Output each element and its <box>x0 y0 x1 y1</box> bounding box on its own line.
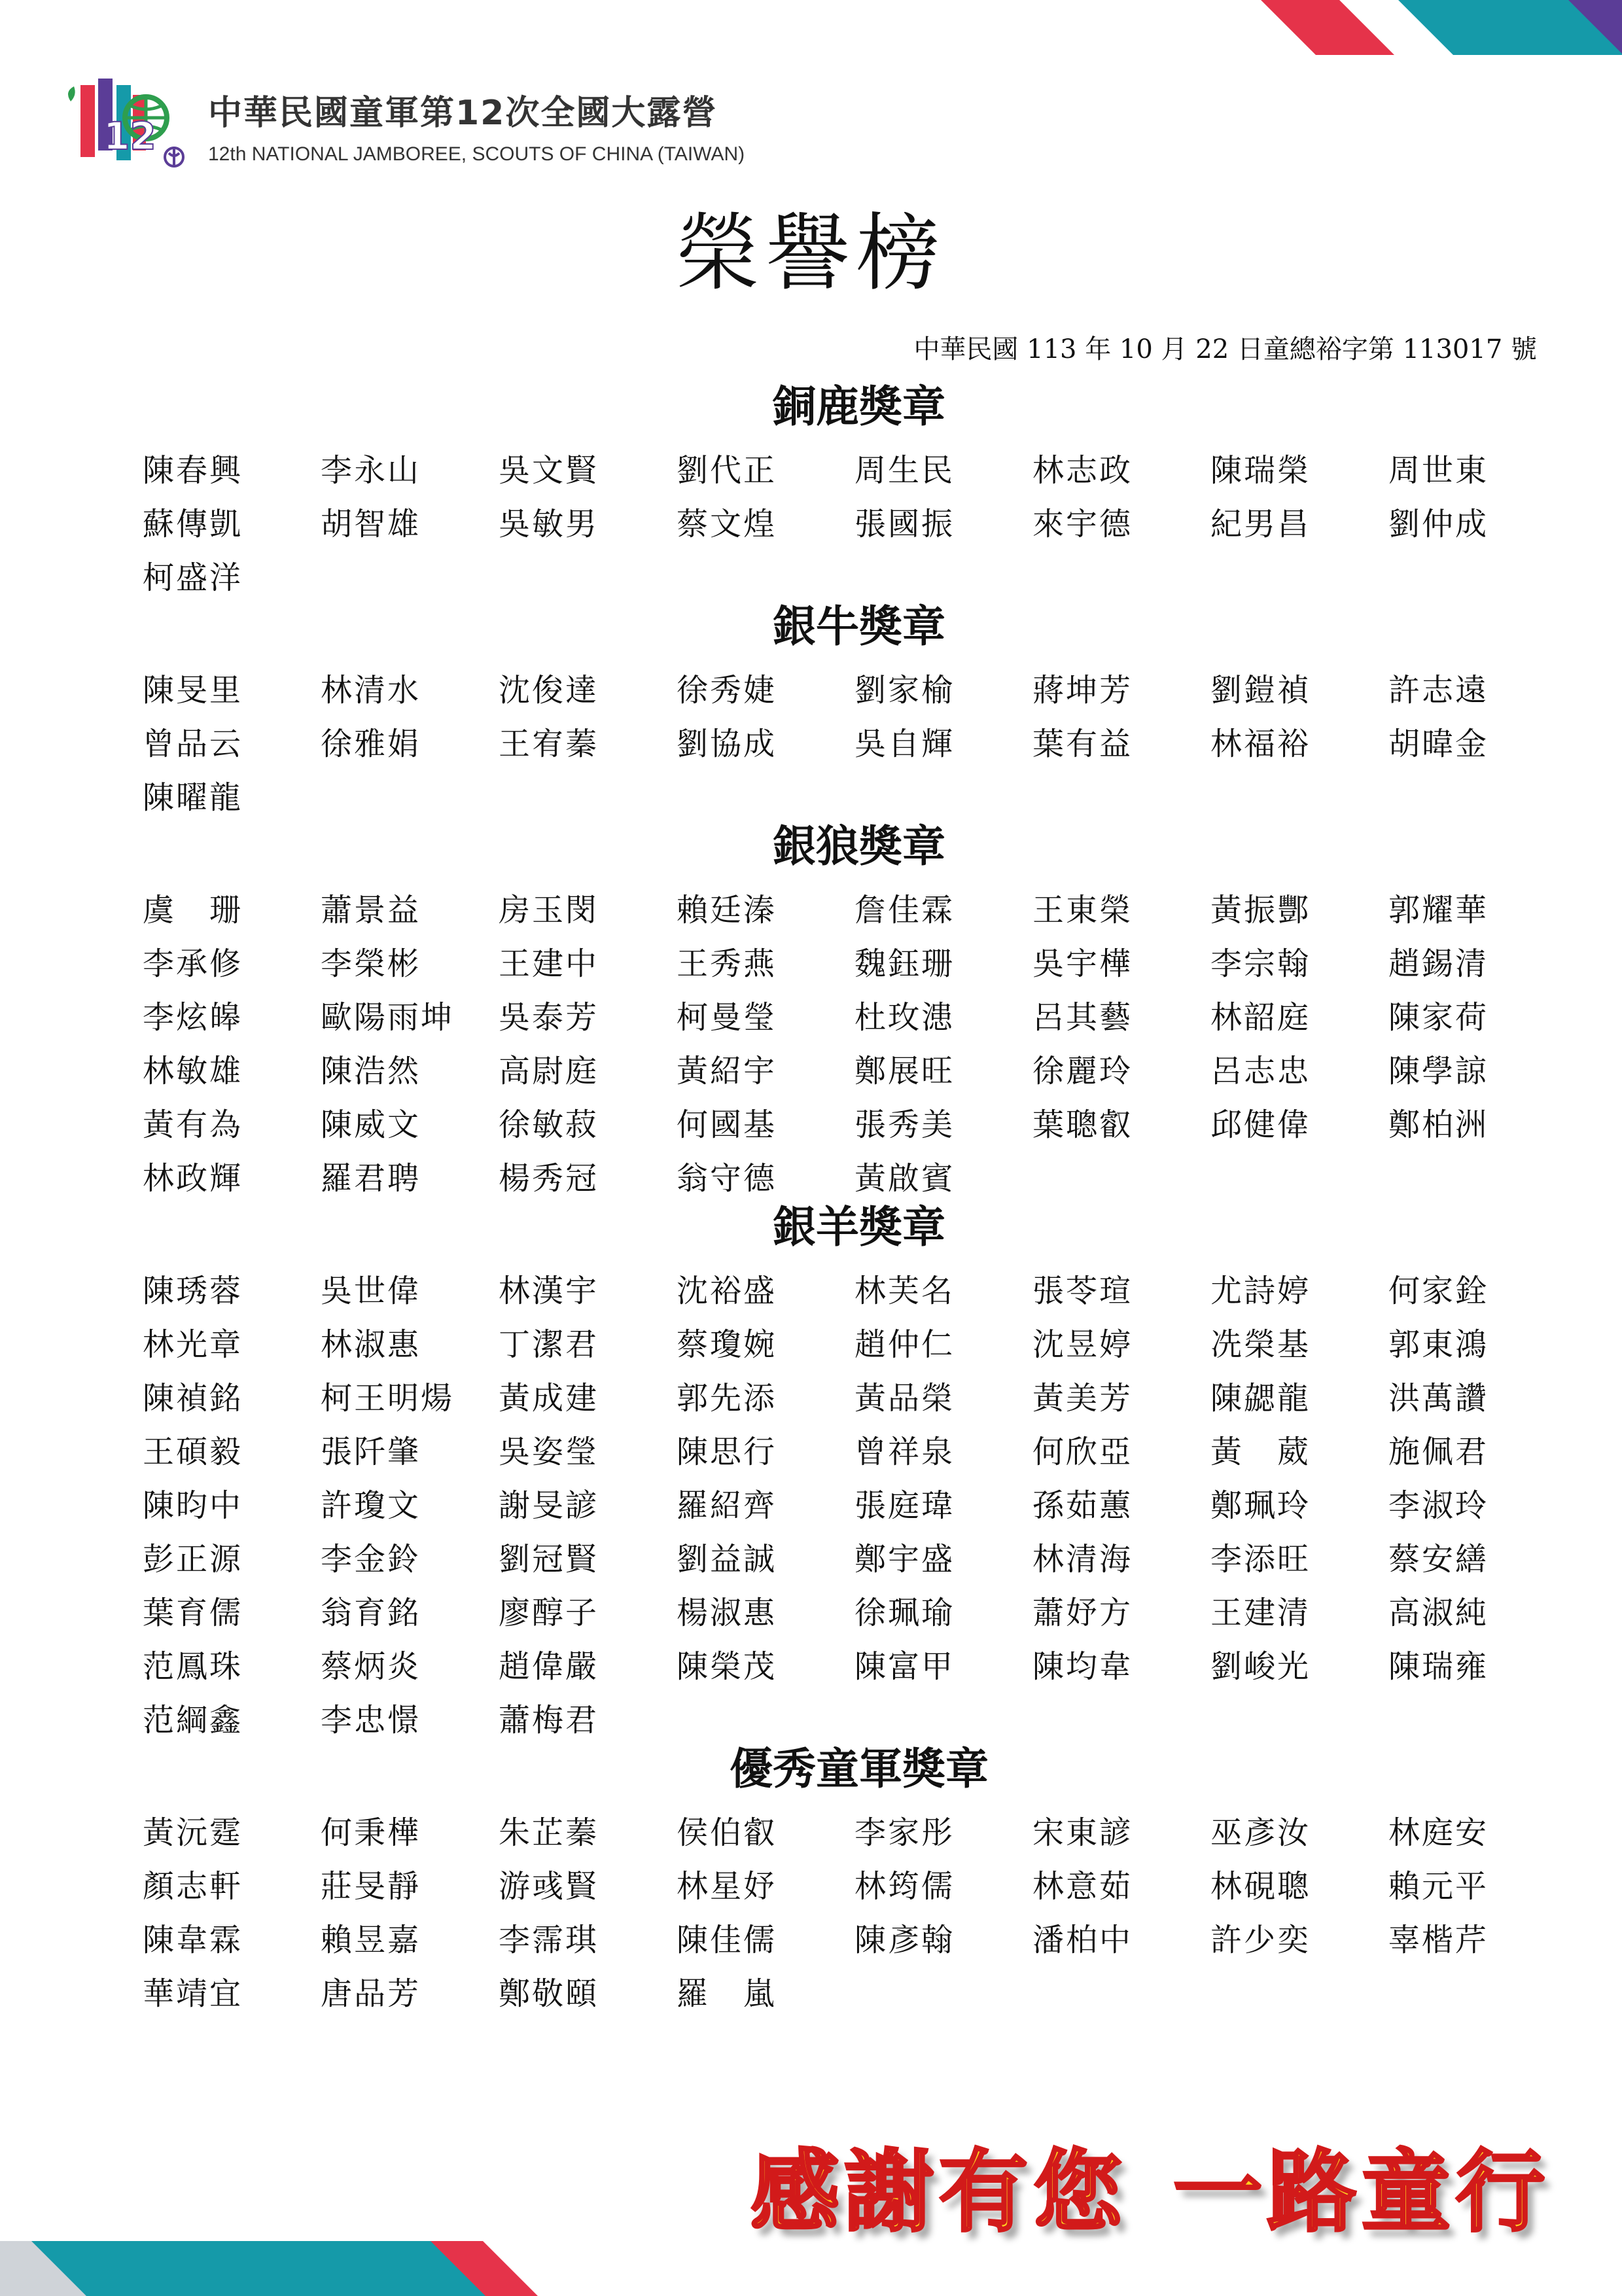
recipient-name: 陳佳儒 <box>677 1922 777 1958</box>
recipient-name: 葉育儒 <box>143 1595 243 1631</box>
recipient-name: 施佩君 <box>1388 1434 1489 1470</box>
recipient-name: 陳學諒 <box>1388 1053 1489 1089</box>
recipient-name: 張苓瑄 <box>1032 1273 1133 1309</box>
jamboree-logo <box>58 65 195 177</box>
recipient-name: 林筠儒 <box>855 1868 955 1905</box>
recipient-name: 吳姿瑩 <box>499 1434 599 1470</box>
recipient-name: 王碩毅 <box>143 1434 243 1470</box>
recipient-name: 王東榮 <box>1032 892 1133 928</box>
recipient-name: 劉峻光 <box>1210 1648 1311 1685</box>
recipient-name: 郭耀華 <box>1388 892 1489 928</box>
recipient-name: 黃沅霆 <box>143 1814 243 1851</box>
recipient-name: 劉仲成 <box>1388 506 1489 542</box>
recipient-name: 邱健偉 <box>1210 1106 1311 1143</box>
recipient-name: 陳琇蓉 <box>143 1273 243 1309</box>
recipient-name: 林芙名 <box>855 1273 955 1309</box>
award-section-title: 銀狼獎章 <box>773 821 945 872</box>
recipient-name: 李榮彬 <box>321 945 421 982</box>
recipient-name: 胡暐金 <box>1388 726 1489 762</box>
recipient-name: 王秀燕 <box>677 945 777 982</box>
honor-roll <box>143 381 1536 2021</box>
award-section-title: 銀羊獎章 <box>773 1201 945 1252</box>
recipient-name: 林光章 <box>143 1326 243 1363</box>
recipient-name: 沈昱婷 <box>1032 1326 1133 1363</box>
recipient-name: 陳榮茂 <box>677 1648 777 1685</box>
recipient-name: 吳文賢 <box>499 452 599 489</box>
recipient-name: 鄭柏洲 <box>1388 1106 1489 1143</box>
recipient-name: 李霈琪 <box>499 1922 599 1958</box>
recipient-name: 陳瑞榮 <box>1210 452 1311 489</box>
recipient-name: 呂其藝 <box>1032 999 1133 1036</box>
recipient-name: 紀男昌 <box>1210 506 1311 542</box>
recipient-name: 徐雅娟 <box>321 726 421 762</box>
recipient-name: 劉家榆 <box>855 672 955 709</box>
recipient-name: 房玉閔 <box>499 892 599 928</box>
recipient-name: 徐珮瑜 <box>855 1595 955 1631</box>
recipient-list <box>143 1806 1536 2021</box>
recipient-name: 鄭敬頤 <box>499 1975 599 2012</box>
recipient-name: 葉有益 <box>1032 726 1133 762</box>
recipient-name: 許少奕 <box>1210 1922 1311 1958</box>
recipient-name: 李永山 <box>321 452 421 489</box>
recipient-name: 林敏雄 <box>143 1053 243 1089</box>
recipient-name: 柯曼瑩 <box>677 999 777 1036</box>
top-decorative-stripes <box>968 0 1622 55</box>
recipient-name: 詹佳霖 <box>855 892 955 928</box>
recipient-name: 謝旻諺 <box>499 1487 599 1524</box>
recipient-name: 吳泰芳 <box>499 999 599 1036</box>
recipient-name: 何欣亞 <box>1032 1434 1133 1470</box>
recipient-name: 徐秀婕 <box>677 672 777 709</box>
recipient-name: 蕭梅君 <box>499 1702 599 1739</box>
recipient-name: 蔡瓊婉 <box>677 1326 777 1363</box>
recipient-name: 陳均韋 <box>1032 1648 1133 1685</box>
recipient-name: 張秀美 <box>855 1106 955 1143</box>
recipient-name: 林淑惠 <box>321 1326 421 1363</box>
recipient-name: 吳世偉 <box>321 1273 421 1309</box>
fleur-de-lis-icon <box>165 147 183 166</box>
recipient-name: 彭正源 <box>143 1541 243 1578</box>
page-title: 榮譽榜 <box>675 205 947 302</box>
recipient-name: 王宥蓁 <box>499 726 599 762</box>
recipient-name: 鄭展旺 <box>855 1053 955 1089</box>
recipient-name: 蕭景益 <box>321 892 421 928</box>
recipient-name: 冼榮基 <box>1210 1326 1311 1363</box>
recipient-name: 蔣坤芳 <box>1032 672 1133 709</box>
recipient-name: 陳禎銘 <box>143 1380 243 1417</box>
logo-numeral: 12 <box>103 114 156 158</box>
slogan-part-2: 一路童行 <box>1173 2141 1550 2244</box>
recipient-name: 王建中 <box>499 945 599 982</box>
recipient-name: 李忠憬 <box>321 1702 421 1739</box>
recipient-name: 歐陽雨坤 <box>321 999 455 1036</box>
recipient-name: 郭先添 <box>677 1380 777 1417</box>
recipient-name: 劉代正 <box>677 452 777 489</box>
recipient-name: 范鳳珠 <box>143 1648 243 1685</box>
recipient-name: 郭東鴻 <box>1388 1326 1489 1363</box>
recipient-name: 華靖宜 <box>143 1975 243 2012</box>
recipient-name: 黃啟賓 <box>855 1160 955 1197</box>
recipient-name: 許瓊文 <box>321 1487 421 1524</box>
recipient-name: 李添旺 <box>1210 1541 1311 1578</box>
recipient-name: 呂志忠 <box>1210 1053 1311 1089</box>
recipient-name: 吳宇樺 <box>1032 945 1133 982</box>
recipient-list <box>143 444 1536 605</box>
recipient-name: 廖醇子 <box>499 1595 599 1631</box>
recipient-name: 曾品云 <box>143 726 243 762</box>
recipient-name: 賴元平 <box>1388 1868 1489 1905</box>
recipient-name: 沈裕盛 <box>677 1273 777 1309</box>
recipient-name: 尤詩婷 <box>1210 1273 1311 1309</box>
recipient-name: 黃紹宇 <box>677 1053 777 1089</box>
recipient-name: 林韶庭 <box>1210 999 1311 1036</box>
header-title-en: 12th NATIONAL JAMBOREE, SCOUTS OF CHINA (TAIWAN) <box>208 143 745 165</box>
recipient-name: 林星妤 <box>677 1868 777 1905</box>
recipient-name: 杜玫漶 <box>855 999 955 1036</box>
recipient-name: 林硯聰 <box>1210 1868 1311 1905</box>
recipient-name: 曾祥泉 <box>855 1434 955 1470</box>
recipient-name: 李金鈴 <box>321 1541 421 1578</box>
recipient-name: 顏志軒 <box>143 1868 243 1905</box>
recipient-name: 周世東 <box>1388 452 1489 489</box>
recipient-name: 林政輝 <box>143 1160 243 1197</box>
recipient-name: 宋東諺 <box>1032 1814 1133 1851</box>
recipient-name: 何國基 <box>677 1106 777 1143</box>
recipient-name: 徐麗玲 <box>1032 1053 1133 1089</box>
recipient-name: 何家銓 <box>1388 1273 1489 1309</box>
recipient-name: 賴昱嘉 <box>321 1922 421 1958</box>
recipient-name: 林清海 <box>1032 1541 1133 1578</box>
logo-leaf-icon <box>68 86 75 101</box>
recipient-name: 蔡安繕 <box>1388 1541 1489 1578</box>
recipient-name: 林福裕 <box>1210 726 1311 762</box>
recipient-name: 李承修 <box>143 945 243 982</box>
recipient-name: 林庭安 <box>1388 1814 1489 1851</box>
bottom-decorative-stripes <box>0 2241 654 2296</box>
recipient-name: 范綱鑫 <box>143 1702 243 1739</box>
recipient-name: 李家彤 <box>855 1814 955 1851</box>
award-section-title: 銀牛獎章 <box>773 601 945 652</box>
recipient-name: 李宗翰 <box>1210 945 1311 982</box>
recipient-name: 楊秀冠 <box>499 1160 599 1197</box>
recipient-name: 李炫皞 <box>143 999 243 1036</box>
recipient-name: 張國振 <box>855 506 955 542</box>
recipient-name: 翁守德 <box>677 1160 777 1197</box>
recipient-list <box>143 1264 1536 1747</box>
recipient-name: 高淑純 <box>1388 1595 1489 1631</box>
award-section <box>143 821 1536 1205</box>
recipient-name: 蕭妤方 <box>1032 1595 1133 1631</box>
recipient-name: 羅君聘 <box>321 1160 421 1197</box>
recipient-name: 陳韋霖 <box>143 1922 243 1958</box>
recipient-name: 賴廷溱 <box>677 892 777 928</box>
recipient-name: 蔡文煌 <box>677 506 777 542</box>
award-section <box>143 601 1536 824</box>
recipient-name: 何秉樺 <box>321 1814 421 1851</box>
recipient-name: 趙偉嚴 <box>499 1648 599 1685</box>
recipient-name: 鄭宇盛 <box>855 1541 955 1578</box>
recipient-name: 陳曜龍 <box>143 779 243 816</box>
recipient-name: 黃有為 <box>143 1106 243 1143</box>
decree-reference: 中華民國 113 年 10 月 22 日童總裕字第 113017 號 <box>913 334 1537 364</box>
recipient-list <box>143 663 1536 824</box>
recipient-name: 羅紹齊 <box>677 1487 777 1524</box>
logo-red-bar <box>80 85 95 157</box>
bottom-teal-stripe <box>31 2241 505 2296</box>
recipient-name: 來宇德 <box>1032 506 1133 542</box>
recipient-name: 朱芷蓁 <box>499 1814 599 1851</box>
recipient-name: 劉冠賢 <box>499 1541 599 1578</box>
recipient-name: 陳昀中 <box>143 1487 243 1524</box>
recipient-name: 林意茹 <box>1032 1868 1133 1905</box>
slogan <box>750 2120 1550 2248</box>
recipient-name: 辜楷芹 <box>1388 1922 1489 1958</box>
award-section-title: 優秀童軍獎章 <box>730 1743 989 1794</box>
award-section <box>143 1743 1536 2021</box>
award-section <box>143 1201 1536 1747</box>
recipient-name: 陳春興 <box>143 452 243 489</box>
recipient-name: 游彧賢 <box>499 1868 599 1905</box>
recipient-name: 巫彥汝 <box>1210 1814 1311 1851</box>
recipient-name: 柯盛洋 <box>143 559 243 596</box>
recipient-name: 許志遠 <box>1388 672 1489 709</box>
recipient-name: 莊旻靜 <box>321 1868 421 1905</box>
recipient-name: 黃成建 <box>499 1380 599 1417</box>
recipient-name: 高尉庭 <box>499 1053 599 1089</box>
recipient-list <box>143 883 1536 1205</box>
recipient-name: 趙錫清 <box>1388 945 1489 982</box>
recipient-name: 葉聰叡 <box>1032 1106 1133 1143</box>
recipient-name: 丁潔君 <box>499 1326 599 1363</box>
recipient-name: 吳敏男 <box>499 506 599 542</box>
recipient-name: 黃美芳 <box>1032 1380 1133 1417</box>
recipient-name: 劉益誠 <box>677 1541 777 1578</box>
recipient-name: 李淑玲 <box>1388 1487 1489 1524</box>
recipient-name: 陳彥翰 <box>855 1922 955 1958</box>
recipient-name: 林清水 <box>321 672 421 709</box>
recipient-name: 張庭瑋 <box>855 1487 955 1524</box>
recipient-name: 羅 嵐 <box>677 1975 777 2012</box>
recipient-name: 周生民 <box>855 452 955 489</box>
recipient-name: 吳自輝 <box>855 726 955 762</box>
recipient-name: 沈俊達 <box>499 672 599 709</box>
header <box>208 85 745 166</box>
recipient-name: 陳思行 <box>677 1434 777 1470</box>
recipient-name: 黃 葳 <box>1210 1434 1311 1470</box>
award-section <box>143 381 1536 605</box>
recipient-name: 孫茹蕙 <box>1032 1487 1133 1524</box>
recipient-name: 陳家荷 <box>1388 999 1489 1036</box>
recipient-name: 柯王明煬 <box>321 1380 455 1417</box>
recipient-name: 虞 珊 <box>143 892 243 928</box>
recipient-name: 陳威文 <box>321 1106 421 1143</box>
recipient-name: 徐敏菽 <box>499 1106 599 1143</box>
recipient-name: 張阡肇 <box>321 1434 421 1470</box>
top-red-stripe <box>1261 0 1394 55</box>
recipient-name: 陳勰龍 <box>1210 1380 1311 1417</box>
recipient-name: 趙仲仁 <box>855 1326 955 1363</box>
recipient-name: 蘇傳凱 <box>143 506 243 542</box>
recipient-name: 林志政 <box>1032 452 1133 489</box>
header-title-zh: 中華民國童軍第12次全國大露營 <box>208 94 718 133</box>
recipient-name: 陳富甲 <box>855 1648 955 1685</box>
recipient-name: 蔡炳炎 <box>321 1648 421 1685</box>
recipient-name: 陳瑞雍 <box>1388 1648 1489 1685</box>
slogan-part-1: 感謝有您 <box>750 2141 1127 2244</box>
recipient-name: 楊淑惠 <box>677 1595 777 1631</box>
recipient-name: 胡智雄 <box>321 506 421 542</box>
recipient-name: 侯伯叡 <box>677 1814 777 1851</box>
recipient-name: 王建清 <box>1210 1595 1311 1631</box>
recipient-name: 陳旻里 <box>143 672 243 709</box>
award-section-title: 銅鹿獎章 <box>773 381 945 432</box>
recipient-name: 劉鎧禎 <box>1210 672 1311 709</box>
recipient-name: 黃振酆 <box>1210 892 1311 928</box>
recipient-name: 林漢宇 <box>499 1273 599 1309</box>
recipient-name: 唐品芳 <box>321 1975 421 2012</box>
recipient-name: 翁育銘 <box>321 1595 421 1631</box>
recipient-name: 陳浩然 <box>321 1053 421 1089</box>
recipient-name: 黃品榮 <box>855 1380 955 1417</box>
recipient-name: 劉協成 <box>677 726 777 762</box>
recipient-name: 鄭珮玲 <box>1210 1487 1311 1524</box>
recipient-name: 魏鈺珊 <box>855 945 955 982</box>
recipient-name: 洪萬讚 <box>1388 1380 1489 1417</box>
recipient-name: 潘柏中 <box>1032 1922 1133 1958</box>
